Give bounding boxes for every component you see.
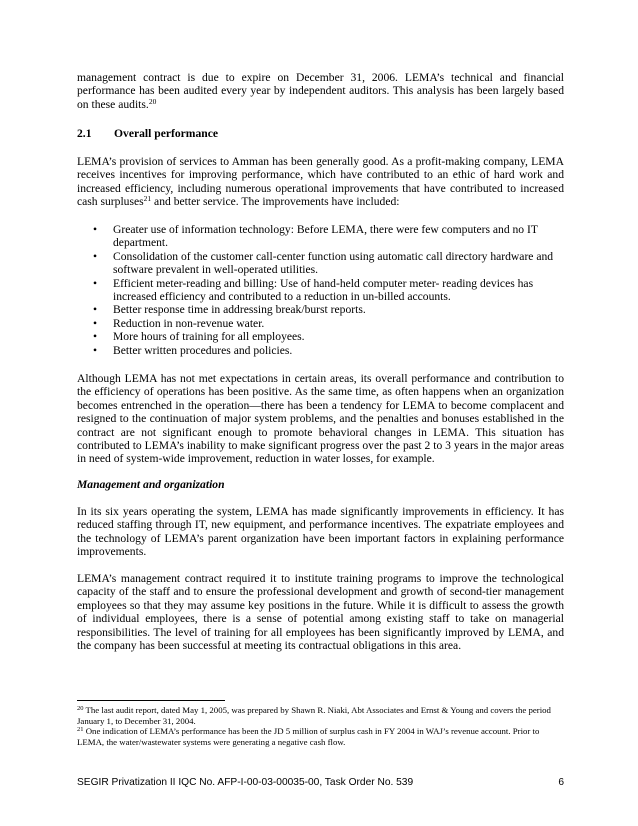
list-item (93, 250, 563, 277)
footer-text: SEGIR Privatization II IQC No. AFP-I-00-03-00035-00, Task Order No. 539 (77, 777, 414, 788)
management-paragraph: In its six years operating the system, LEMA has made significantly improvements in efficiency. It has reduced staffing through IT, new equipment, and performance incentives. The expatriate employees and the technology of LEMA’s parent organization have been important factors in explaining performance improvements. (77, 505, 564, 559)
assessment-paragraph: Although LEMA has not met expectations in certain areas, its overall performance and contribution to the efficiency of operations has been positive. As the same time, as often happens when an organization becomes entrenched in the operation—there has been a tendency for LEMA to become complacent and resigned to the continuation of major system problems, and the penalties and bonuses established in the contract are not significant enough to promote behavioral changes in LEMA. This situation has contributed to LEMA’s inability to make significant progress over the past 2 to 3 years in the major areas in need of system-wide improvement, reduction in water losses, for example. (77, 372, 564, 466)
footnote-20 (77, 705, 564, 726)
section-title: Overall performance (114, 127, 218, 140)
training-paragraph: LEMA’s management contract required it to institute training programs to improve the technological capacity of the staff and to ensure the professional development and growth of second-tier management employees so that they may assume key positions in the future. While it is difficult to assess the growth of individual employees, there is a sense of potential among existing staff to take on managerial responsibilities. The level of training for all employees has been significantly improved by LEMA, and the company has been successful at meeting its contractual obligations in this area. (77, 572, 564, 653)
list-item (93, 277, 563, 304)
list-item-text: Greater use of information technology: Before LEMA, there were few computers and no IT department. (113, 223, 538, 250)
bullet-icon: • (93, 316, 98, 330)
footnote-ref-21[interactable]: 21 (143, 194, 152, 204)
footnote-number: 20 (77, 705, 84, 712)
list-item-text: Better response time in addressing break/burst reports. (113, 303, 366, 317)
footnote-ref-20[interactable]: 20 (148, 96, 157, 106)
subsection-heading: Management and organization (77, 478, 225, 491)
intro-text: management contract is due to expire on December 31, 2006. LEMA’s technical and financial performance has been audited every year by independent auditors. This analysis has been largely based on these audits. (77, 71, 564, 111)
bullet-icon: • (93, 343, 98, 357)
intro-paragraph (77, 71, 564, 111)
performance-paragraph (77, 155, 564, 209)
page-number: 6 (558, 777, 564, 788)
footnote-number: 21 (77, 726, 84, 734)
footnotes (77, 705, 564, 747)
list-item (93, 223, 563, 250)
list-item (93, 317, 563, 330)
page-footer (77, 777, 564, 789)
performance-text: LEMA’s provision of services to Amman has been generally good. As a profit-making company, LEMA receives incentives for improving performance, which have contributed to an ethic of hard work and increased efficiency, including numerous operational improvements that have contributed to increased cash surpluses (77, 155, 564, 209)
bullet-icon: • (93, 223, 98, 236)
footnote-divider (77, 700, 225, 701)
bullet-icon: • (93, 330, 98, 344)
performance-text-end: and better service. The improvements have included: (151, 195, 400, 209)
bullet-icon: • (93, 249, 98, 263)
bullet-icon: • (93, 303, 98, 317)
list-item-text: Better written procedures and policies. (113, 343, 293, 357)
footnote-text: One indication of LEMA’s performance has been the JD 5 million of surplus cash in FY 2004 in WAJ’s revenue account. Prior to LEMA, the water/wastewater systems were generating a negative cash flow. (77, 726, 540, 747)
list-item-text: More hours of training for all employees. (113, 330, 305, 344)
improvements-list (93, 223, 563, 357)
list-item-text: Reduction in non-revenue water. (113, 316, 265, 330)
list-item-text: Efficient meter-reading and billing: Use of hand-held computer meter- reading devices has increased efficiency and contributed to a reduction in un-billed accounts. (113, 276, 534, 304)
section-heading (77, 127, 564, 140)
list-item-text: Consolidation of the customer call-center function using automatic call directory hardware and software prevalent in well-operated utilities. (113, 249, 554, 277)
bullet-icon: • (93, 276, 98, 290)
footnote-text: The last audit report, dated May 1, 2005, was prepared by Shawn R. Niaki, Abt Associates and Ernst & Young and covers the period January 1, to December 31, 2004. (77, 705, 551, 726)
list-item (93, 330, 563, 343)
list-item (93, 303, 563, 316)
section-number: 2.1 (77, 127, 92, 140)
list-item (93, 344, 563, 357)
footnote-21 (77, 726, 564, 747)
